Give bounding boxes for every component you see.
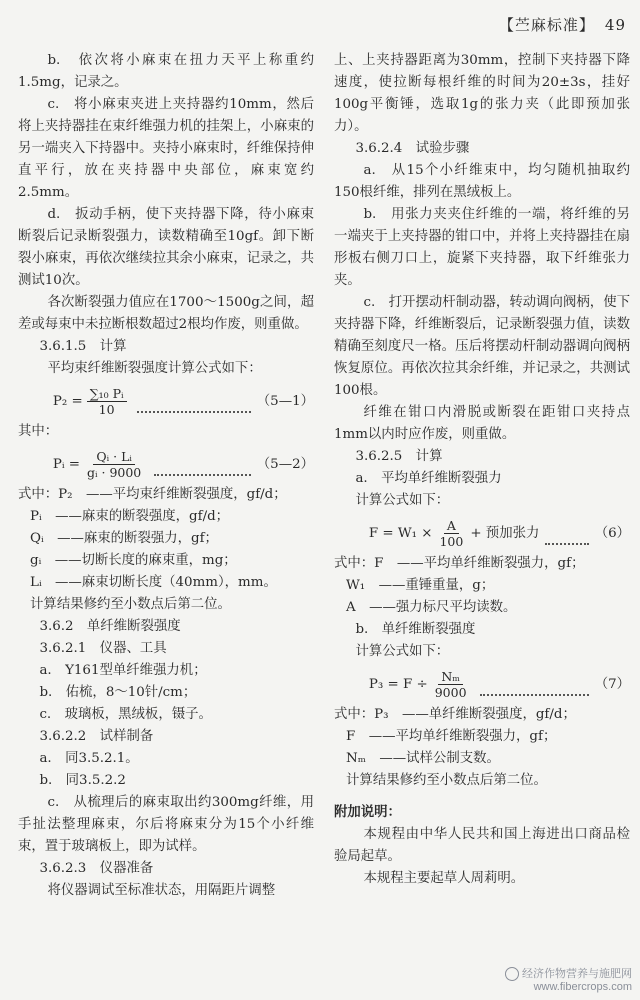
left-column	[18, 50, 314, 902]
denominator: 9000	[434, 685, 467, 700]
numerator: A	[444, 518, 459, 534]
watermark-line1: 经济作物营养与施肥网	[522, 967, 632, 980]
denominator: 10	[98, 402, 115, 417]
appendix-heading: 附加说明：	[334, 805, 401, 820]
formula-lhs: Pᵢ =	[52, 456, 81, 472]
paragraph: 纤维在钳口内滑脱或断裂在距钳口夹持点1mm以内时应作废，则重做。	[334, 405, 630, 442]
right-column	[334, 50, 630, 890]
definition-line: A ——强力标尺平均读数。	[346, 600, 517, 615]
equation-number: （7）	[594, 676, 630, 692]
paragraph: 本规程由中华人民共和国上海进出口商品检验局起草。	[334, 827, 630, 864]
watermark-line2: www.fibercrops.com	[533, 981, 632, 993]
section-heading: 3.6.2 单纤维断裂强度	[39, 619, 181, 634]
definition-line: 式中：P₃ ——单纤维断裂强度，gf/d；	[334, 707, 576, 722]
definition-line: W₁ ——重锤重量，g；	[346, 578, 495, 593]
section-heading: 3.6.2.1 仪器、工具	[39, 641, 167, 656]
paragraph: b. 用张力夹夹住纤维的一端，将纤维的另一端夹于上夹持器的钳口中，并将上夹持器挂在扇形板右侧刀口上，旋紧下夹持器，取下纤维张力夹。	[334, 207, 630, 288]
list-item: b. 同3.5.2.2	[39, 773, 126, 788]
fraction	[436, 518, 466, 549]
fraction	[87, 386, 127, 417]
definition-line: Qᵢ ——麻束的断裂强力，gf；	[30, 531, 218, 546]
list-item: a. 同3.5.2.1。	[39, 751, 139, 766]
section-heading: 3.6.2.5 计算	[355, 449, 443, 464]
formula-6	[334, 518, 630, 549]
paragraph: 计算公式如下：	[355, 644, 450, 659]
section-heading: 3.6.1.5 计算	[39, 339, 127, 354]
definition-line: Pᵢ ——麻束的断裂强度，gf/d；	[30, 509, 230, 524]
list-item: a. Y161型单纤维强力机；	[39, 663, 207, 678]
list-item: b. 佑梳，8～10针/cm；	[39, 685, 197, 700]
paragraph: d. 扳动手柄，使下夹持器下降，待小麻束断裂后记录断裂强力，读数精确至10gf。卸下断裂小麻束，再依次继续拉其余小麻束，记录之，共测试10次。	[18, 207, 314, 288]
equation-number: （5—2）	[256, 456, 314, 472]
watermark	[505, 967, 632, 994]
paragraph: b. 依次将小麻束在扭力天平上称重约1.5mg，记录之。	[18, 53, 314, 90]
paragraph: c. 打开摆动杆制动器，转动调向阀柄，使下夹持器下降，纤维断裂后，记录断裂强力值，读数精确至刻度尺一格。压后将摆动杆制动器调向阀柄恢复原位。再依次拉其余纤维，并记录之，共测试100根。	[334, 295, 630, 398]
equation-number: （5—1）	[256, 393, 314, 409]
paragraph: 本规程主要起草人周莉明。	[363, 871, 525, 886]
definition-line: 式中：F ——平均单纤维断裂强力，gf；	[334, 556, 585, 571]
equation-number: （6）	[594, 525, 630, 541]
definition-line: 计算结果修约至小数点后第二位。	[30, 597, 231, 612]
leader-dots	[154, 474, 251, 476]
denominator: 100	[439, 534, 464, 549]
fraction	[84, 449, 144, 480]
header-title: 【苎麻标准】	[498, 16, 595, 34]
leader-dots	[480, 694, 589, 696]
page-number: 49	[604, 16, 626, 34]
formula-lhs: F = W₁ ×	[368, 525, 433, 541]
page-header	[499, 14, 626, 35]
formula-5-1	[18, 386, 314, 417]
paragraph: c. 从梳理后的麻束取出约300mg纤维，用手扯法整理麻束，尔后将麻束分为15个小纤维束，置于玻璃板上，即为试样。	[18, 795, 314, 854]
leader-dots	[545, 543, 588, 545]
denominator: gᵢ · 9000	[87, 465, 142, 480]
paragraph: 其中：	[18, 424, 59, 439]
paragraph: 平均束纤维断裂强度计算公式如下：	[47, 361, 262, 376]
definition-line: 计算结果修约至小数点后第二位。	[346, 773, 547, 788]
formula-5-2	[18, 449, 314, 480]
formula-7	[334, 669, 630, 700]
paragraph: 计算公式如下：	[355, 493, 450, 508]
paragraph: 将仪器调试至标准状态，用隔距片调整	[47, 883, 276, 898]
definition-line: 式中：P₂ ——平均束纤维断裂强度，gf/d；	[18, 487, 287, 502]
paragraph: a. 从15个小纤维束中，均匀随机抽取约150根纤维，排列在黑绒板上。	[334, 163, 630, 200]
formula-lhs: P₃ = F ÷	[368, 676, 428, 692]
paragraph: c. 将小麻束夹进上夹持器约10mm，然后将上夹持器挂在束纤维强力机的挂架上，小麻束的另一端夹入下持器中。夹持小麻束时，纤维保持伸直平行，放在夹持器中央部位，麻束宽约2.5mm。	[18, 97, 314, 200]
formula-lhs: P₂ =	[52, 393, 83, 409]
section-heading: 3.6.2.4 试验步骤	[355, 141, 470, 156]
section-heading: 3.6.2.2 试样制备	[39, 729, 154, 744]
formula-rhs: + 预加张力	[470, 525, 540, 541]
list-item: c. 玻璃板，黑绒板，镊子。	[39, 707, 212, 722]
watermark-logo-icon	[505, 967, 519, 981]
paragraph: a. 平均单纤维断裂强力	[355, 471, 502, 486]
numerator: Nₘ	[438, 669, 463, 685]
paragraph: b. 单纤维断裂强度	[355, 622, 476, 637]
numerator: ∑₁₀ Pᵢ	[87, 386, 127, 402]
definition-line: Nₘ ——试样公制支数。	[346, 751, 500, 766]
paragraph: 各次断裂强力值应在1700～1500g之间，超差或每束中未拉断根数超过2根均作废，则重做。	[18, 295, 314, 332]
definition-line: Lᵢ ——麻束切断长度（40mm），mm。	[30, 575, 277, 590]
paragraph: 上、上夹持器距离为30mm，控制下夹持器下降速度，使拉断每根纤维的时间为20±3s，挂好100g平衡锤，选取1g的张力夹（此即预加张力）。	[334, 53, 630, 134]
fraction	[432, 669, 470, 700]
numerator: Qᵢ · Lᵢ	[93, 449, 135, 465]
definition-line: gᵢ ——切断长度的麻束重，mg；	[30, 553, 237, 568]
section-heading: 3.6.2.3 仪器准备	[39, 861, 154, 876]
leader-dots	[137, 411, 251, 413]
definition-line: F ——平均单纤维断裂强力，gf；	[346, 729, 557, 744]
